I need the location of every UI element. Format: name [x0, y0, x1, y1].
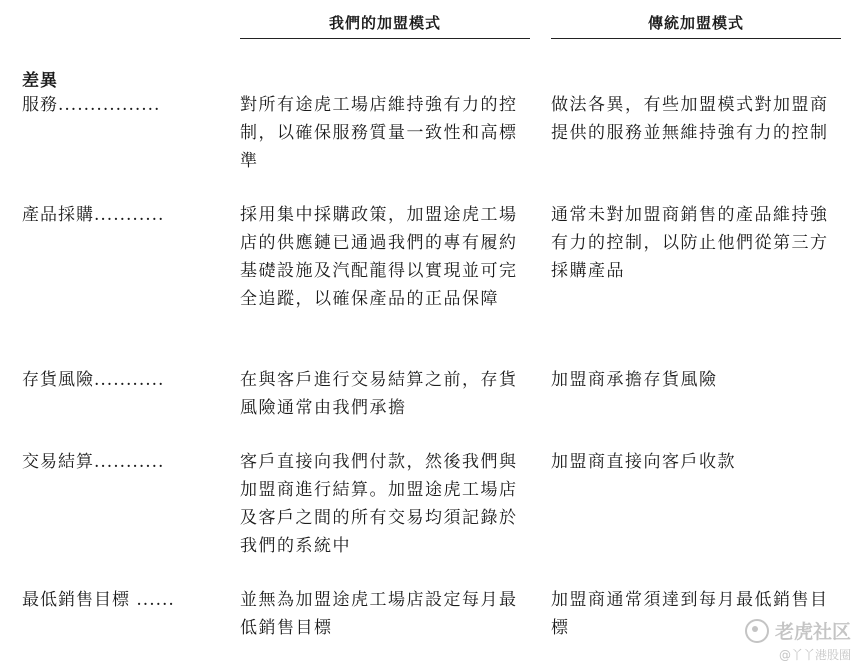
cell-ours: 客戶直接向我們付款，然後我們與加盟商進行結算。加盟途虎工場店及客戶之間的所有交易均須記錄於我們的系統中 [240, 452, 518, 556]
cell-ours: 並無為加盟途虎工場店設定每月最低銷售目標 [240, 590, 518, 638]
cell-traditional: 通常未對加盟商銷售的產品維持強有力的控制，以防止他們從第三方採購產品 [551, 205, 829, 281]
cell-traditional: 加盟商承擔存貨風險 [551, 370, 718, 390]
watermark-subtext: @丫丫港股圈 [778, 648, 851, 662]
cell-traditional: 做法各異，有些加盟模式對加盟商提供的服務並無維持強有力的控制 [551, 95, 829, 143]
watermark [745, 617, 851, 663]
tiger-community-icon [745, 619, 769, 643]
watermark-logo-text: 老虎社区 [774, 621, 851, 643]
cell-ours: 在與客戶進行交易結算之前，存貨風險通常由我們承擔 [240, 370, 518, 418]
cell-ours: 對所有途虎工場店維持強有力的控制，以確保服務質量一致性和高標準 [240, 95, 518, 171]
row-label: 存貨風險........... [22, 370, 165, 390]
section-title: 差異 [22, 71, 58, 91]
row-label: 最低銷售目標 ...... [22, 590, 175, 610]
column-header-ours: 我們的加盟模式 [240, 12, 530, 39]
row-label: 產品採購........... [22, 205, 165, 225]
cell-traditional: 加盟商通常須達到每月最低銷售目標 [551, 590, 829, 638]
cell-traditional: 加盟商直接向客戶收款 [551, 452, 736, 472]
row-label: 服務................ [22, 95, 161, 115]
column-header-traditional: 傳統加盟模式 [551, 12, 841, 39]
watermark-logo [745, 617, 851, 644]
cell-ours: 採用集中採購政策，加盟途虎工場店的供應鏈已通過我們的專有履約基礎設施及汽配龍得以實現並可完全追蹤，以確保產品的正品保障 [240, 205, 518, 309]
row-label: 交易結算........... [22, 452, 165, 472]
